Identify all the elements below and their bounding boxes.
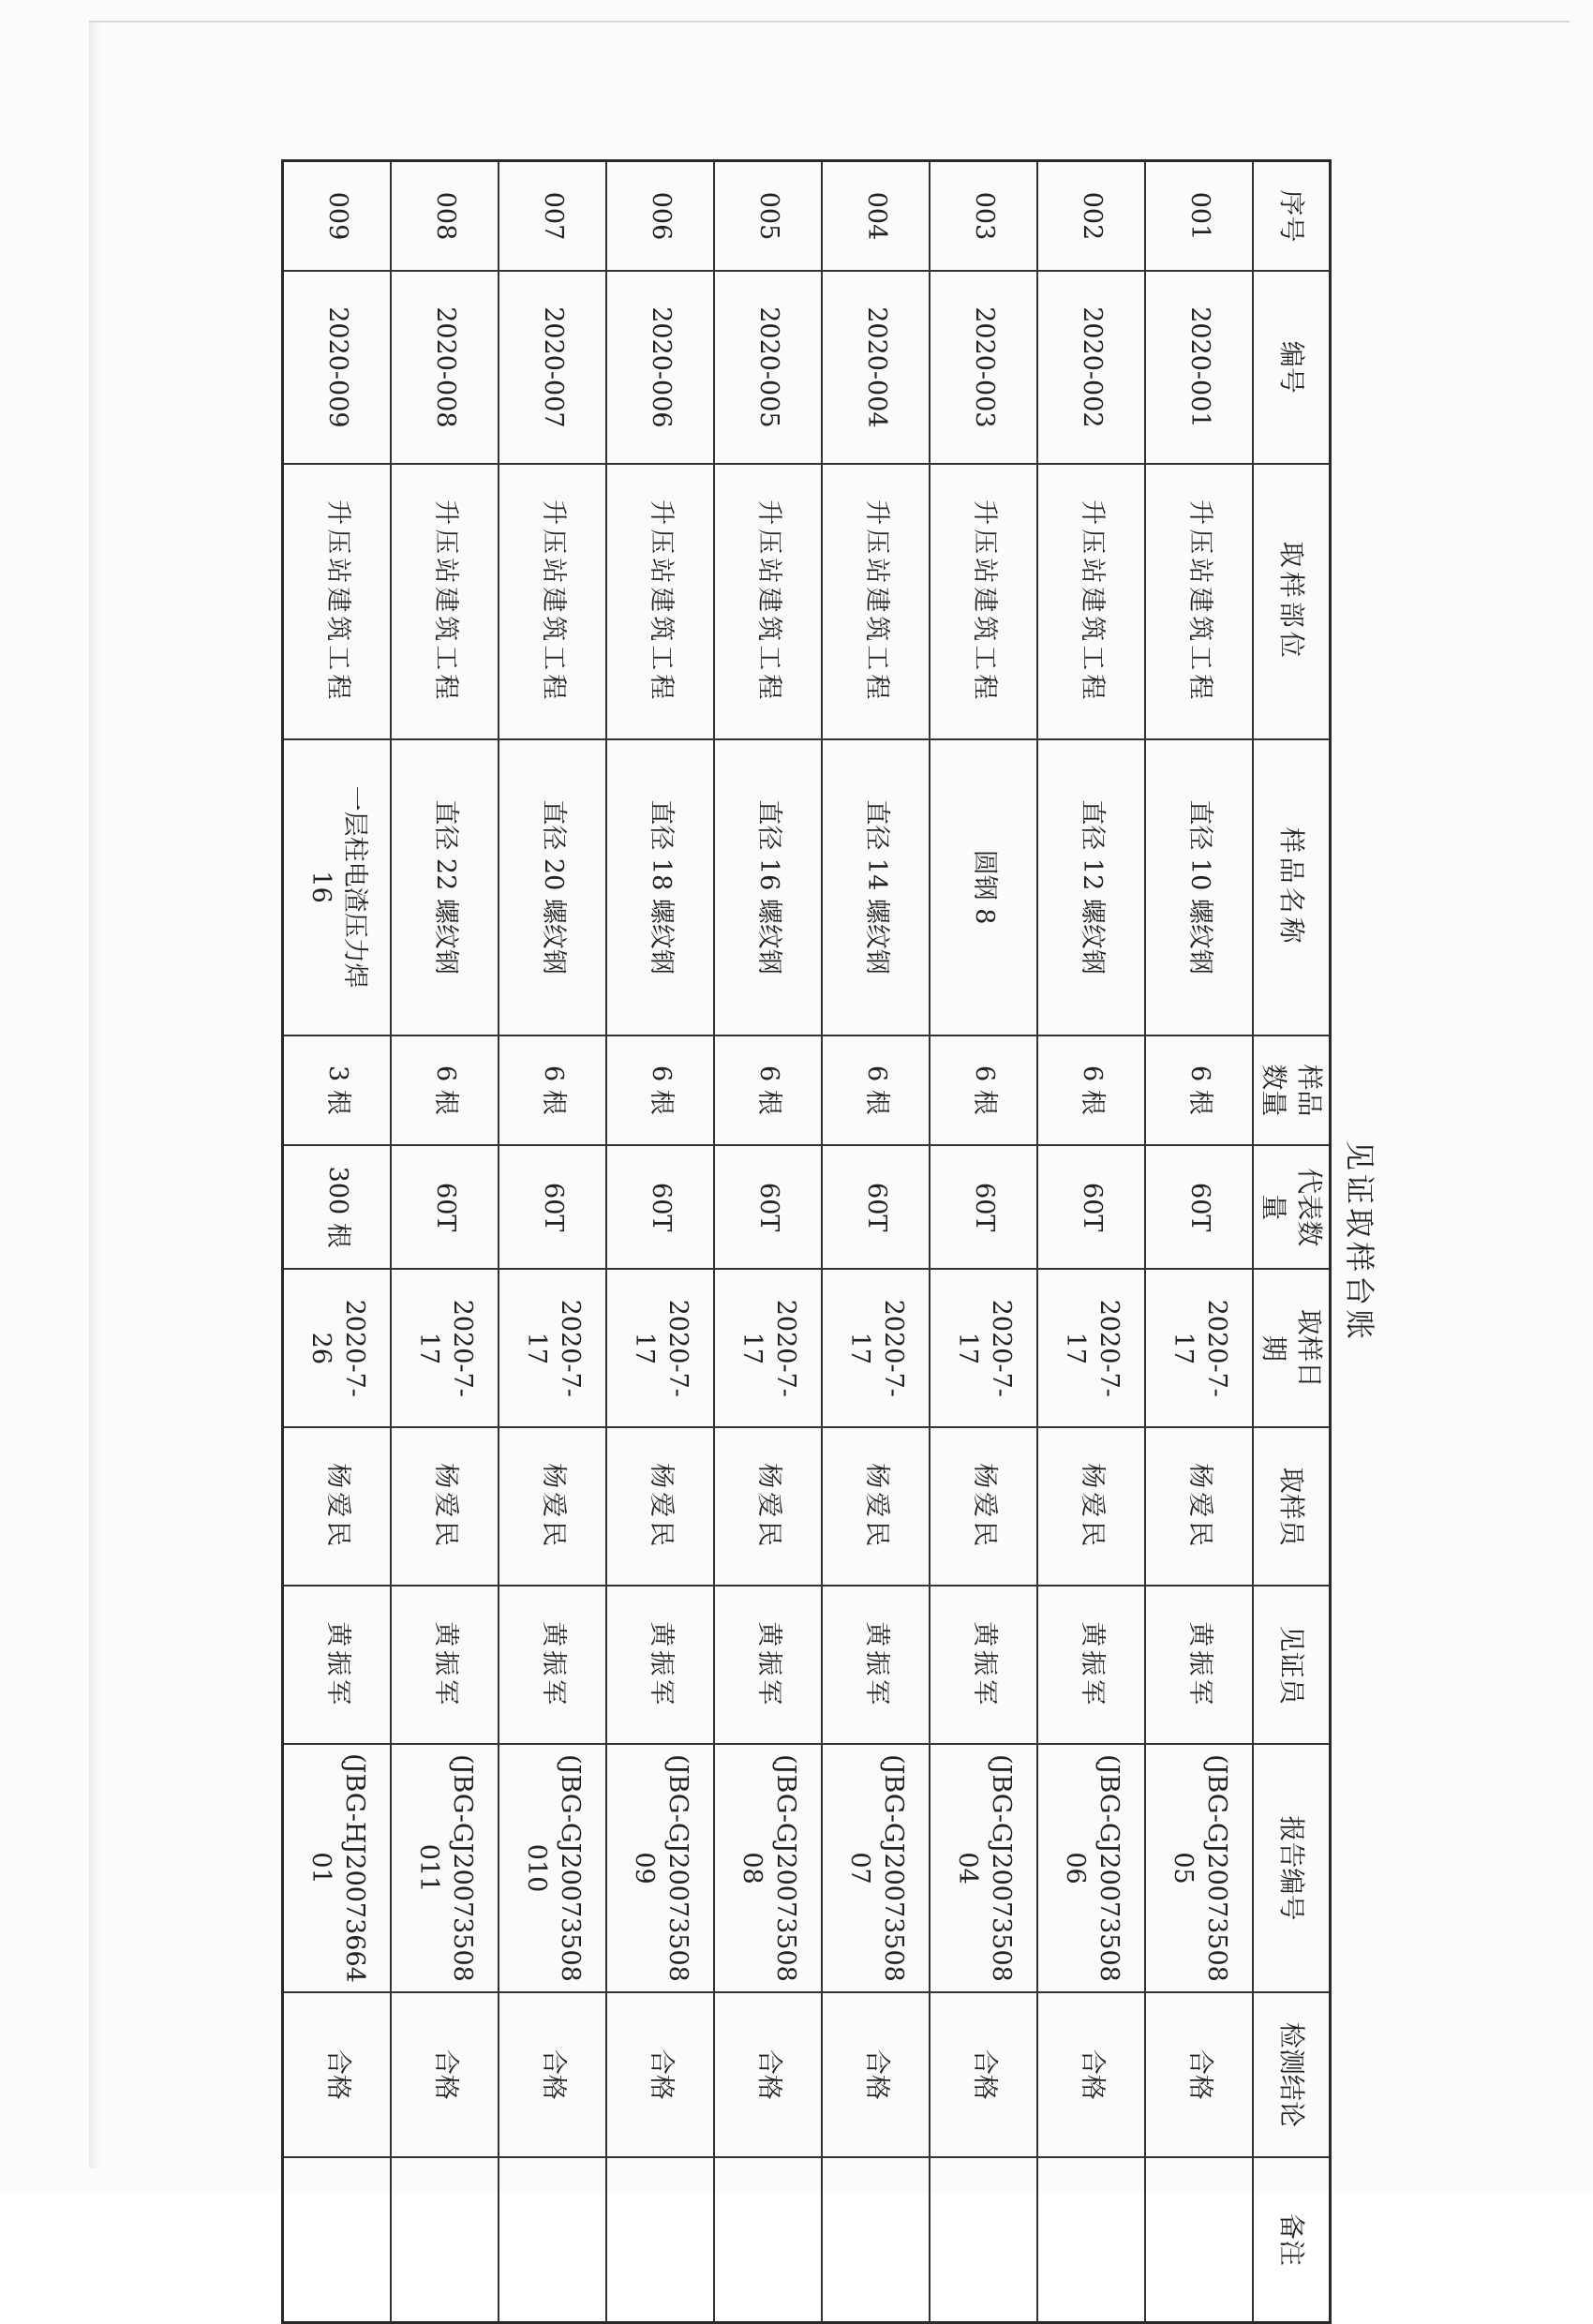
table-row [606, 161, 714, 2323]
cell-represented-qty: 60T [606, 1145, 714, 1269]
header-cell: 取样部位 [1253, 464, 1330, 739]
cell-witness: 黄振军 [822, 1586, 930, 1744]
cell-date: 2020-7- 26 [283, 1269, 392, 1427]
cell-sampler: 杨爱民 [930, 1427, 1037, 1586]
header-cell: 代表数 量 [1253, 1145, 1330, 1269]
cell-seq: 009 [283, 161, 392, 272]
cell-seq: 004 [822, 161, 930, 272]
cell-quantity: 6 根 [606, 1035, 714, 1146]
cell-quantity: 6 根 [822, 1035, 930, 1146]
cell-report-no: (JBG-GJ20073508 07 [822, 1744, 930, 1991]
cell-location: 升压站建筑工程 [606, 464, 714, 739]
cell-represented-qty: 60T [499, 1145, 606, 1269]
header-cell: 检测结论 [1253, 1992, 1330, 2157]
cell-code: 2020-007 [499, 271, 606, 464]
table-row [930, 161, 1037, 2323]
cell-witness: 黄振军 [283, 1586, 392, 1744]
cell-sample-name: 直径 22 螺纹钢 [391, 739, 499, 1035]
header-cell: 报告编号 [1253, 1744, 1330, 1991]
table-row [1037, 161, 1145, 2323]
cell-represented-qty: 60T [714, 1145, 822, 1269]
cell-location: 升压站建筑工程 [714, 464, 822, 739]
cell-sampler: 杨爱民 [499, 1427, 606, 1586]
cell-remarks [499, 2157, 606, 2322]
scan-edge-line [89, 21, 1570, 22]
cell-date: 2020-7- 17 [1145, 1269, 1253, 1427]
cell-date: 2020-7- 17 [606, 1269, 714, 1427]
cell-sample-name: 圆钢 8 [930, 739, 1037, 1035]
cell-sample-name: 直径 20 螺纹钢 [499, 739, 606, 1035]
cell-remarks [1145, 2157, 1253, 2322]
cell-result: 合格 [283, 1992, 392, 2157]
cell-witness: 黄振军 [606, 1586, 714, 1744]
cell-witness: 黄振军 [1037, 1586, 1145, 1744]
cell-location: 升压站建筑工程 [391, 464, 499, 739]
cell-location: 升压站建筑工程 [822, 464, 930, 739]
cell-quantity: 6 根 [499, 1035, 606, 1146]
table-row [283, 161, 392, 2323]
cell-sampler: 杨爱民 [1145, 1427, 1253, 1586]
cell-sampler: 杨爱民 [283, 1427, 392, 1586]
cell-sampler: 杨爱民 [822, 1427, 930, 1586]
header-cell: 见证员 [1253, 1586, 1330, 1744]
header-cell: 样品名称 [1253, 739, 1330, 1035]
cell-witness: 黄振军 [499, 1586, 606, 1744]
cell-remarks [606, 2157, 714, 2322]
cell-sampler: 杨爱民 [714, 1427, 822, 1586]
cell-code: 2020-002 [1037, 271, 1145, 464]
cell-code: 2020-009 [283, 271, 392, 464]
cell-sample-name: 直径 14 螺纹钢 [822, 739, 930, 1035]
cell-result: 合格 [1037, 1992, 1145, 2157]
cell-date: 2020-7- 17 [822, 1269, 930, 1427]
cell-date: 2020-7- 17 [714, 1269, 822, 1427]
cell-report-no: (JBG-GJ20073508 011 [391, 1744, 499, 1991]
cell-remarks [822, 2157, 930, 2322]
cell-quantity: 6 根 [714, 1035, 822, 1146]
cell-result: 合格 [714, 1992, 822, 2157]
cell-code: 2020-008 [391, 271, 499, 464]
cell-date: 2020-7- 17 [499, 1269, 606, 1427]
header-cell: 序号 [1253, 161, 1330, 272]
cell-location: 升压站建筑工程 [283, 464, 392, 739]
cell-quantity: 3 根 [283, 1035, 392, 1146]
cell-quantity: 6 根 [391, 1035, 499, 1146]
cell-report-no: (JBG-HJ20073664 01 [283, 1744, 392, 1991]
cell-report-no: (JBG-GJ20073508 09 [606, 1744, 714, 1991]
cell-code: 2020-003 [930, 271, 1037, 464]
cell-seq: 007 [499, 161, 606, 272]
cell-seq: 001 [1145, 161, 1253, 272]
cell-quantity: 6 根 [1145, 1035, 1253, 1146]
header-cell: 取样员 [1253, 1427, 1330, 1586]
cell-sampler: 杨爱民 [606, 1427, 714, 1586]
cell-quantity: 6 根 [1037, 1035, 1145, 1146]
table-row [822, 161, 930, 2323]
cell-date: 2020-7- 17 [391, 1269, 499, 1427]
cell-seq: 005 [714, 161, 822, 272]
cell-remarks [391, 2157, 499, 2322]
ledger-table [281, 159, 1332, 2324]
cell-remarks [1037, 2157, 1145, 2322]
cell-location: 升压站建筑工程 [930, 464, 1037, 739]
cell-result: 合格 [391, 1992, 499, 2157]
cell-quantity: 6 根 [930, 1035, 1037, 1146]
cell-sample-name: 一层柱电渣压力焊 16 [283, 739, 392, 1035]
cell-represented-qty: 60T [1037, 1145, 1145, 1269]
header-cell: 编号 [1253, 271, 1330, 464]
cell-remarks [714, 2157, 822, 2322]
cell-sample-name: 直径 12 螺纹钢 [1037, 739, 1145, 1035]
cell-represented-qty: 60T [391, 1145, 499, 1269]
cell-report-no: (JBG-GJ20073508 05 [1145, 1744, 1253, 1991]
cell-date: 2020-7- 17 [930, 1269, 1037, 1427]
cell-result: 合格 [1145, 1992, 1253, 2157]
cell-location: 升压站建筑工程 [1037, 464, 1145, 739]
cell-seq: 006 [606, 161, 714, 272]
cell-witness: 黄振军 [1145, 1586, 1253, 1744]
cell-sampler: 杨爱民 [1037, 1427, 1145, 1586]
cell-code: 2020-005 [714, 271, 822, 464]
ledger-sheet [281, 159, 1388, 2324]
cell-code: 2020-001 [1145, 271, 1253, 464]
cell-sample-name: 直径 18 螺纹钢 [606, 739, 714, 1035]
cell-represented-qty: 60T [930, 1145, 1037, 1269]
cell-location: 升压站建筑工程 [1145, 464, 1253, 739]
cell-seq: 002 [1037, 161, 1145, 272]
cell-location: 升压站建筑工程 [499, 464, 606, 739]
cell-result: 合格 [499, 1992, 606, 2157]
cell-result: 合格 [606, 1992, 714, 2157]
cell-report-no: (JBG-GJ20073508 010 [499, 1744, 606, 1991]
cell-witness: 黄振军 [930, 1586, 1037, 1744]
cell-witness: 黄振军 [714, 1586, 822, 1744]
cell-result: 合格 [930, 1992, 1037, 2157]
cell-code: 2020-006 [606, 271, 714, 464]
table-row [499, 161, 606, 2323]
cell-remarks [930, 2157, 1037, 2322]
header-cell: 备注 [1253, 2157, 1330, 2322]
cell-sample-name: 直径 16 螺纹钢 [714, 739, 822, 1035]
header-cell: 取样日 期 [1253, 1269, 1330, 1427]
table-row [714, 161, 822, 2323]
header-cell: 样品 数量 [1253, 1035, 1330, 1146]
cell-remarks [283, 2157, 392, 2322]
cell-represented-qty: 60T [1145, 1145, 1253, 1269]
cell-report-no: (JBG-GJ20073508 06 [1037, 1744, 1145, 1991]
cell-code: 2020-004 [822, 271, 930, 464]
cell-seq: 003 [930, 161, 1037, 272]
cell-date: 2020-7- 17 [1037, 1269, 1145, 1427]
cell-seq: 008 [391, 161, 499, 272]
header-row [1253, 161, 1330, 2323]
scan-shadow [89, 22, 100, 2168]
cell-report-no: (JBG-GJ20073508 08 [714, 1744, 822, 1991]
table-row [1145, 161, 1253, 2323]
cell-sampler: 杨爱民 [391, 1427, 499, 1586]
document-title: 见证取样台账 [1342, 1140, 1377, 1343]
cell-report-no: (JBG-GJ20073508 04 [930, 1744, 1037, 1991]
cell-represented-qty: 60T [822, 1145, 930, 1269]
cell-sample-name: 直径 10 螺纹钢 [1145, 739, 1253, 1035]
table-row [391, 161, 499, 2323]
cell-represented-qty: 300 根 [283, 1145, 392, 1269]
cell-witness: 黄振军 [391, 1586, 499, 1744]
cell-result: 合格 [822, 1992, 930, 2157]
